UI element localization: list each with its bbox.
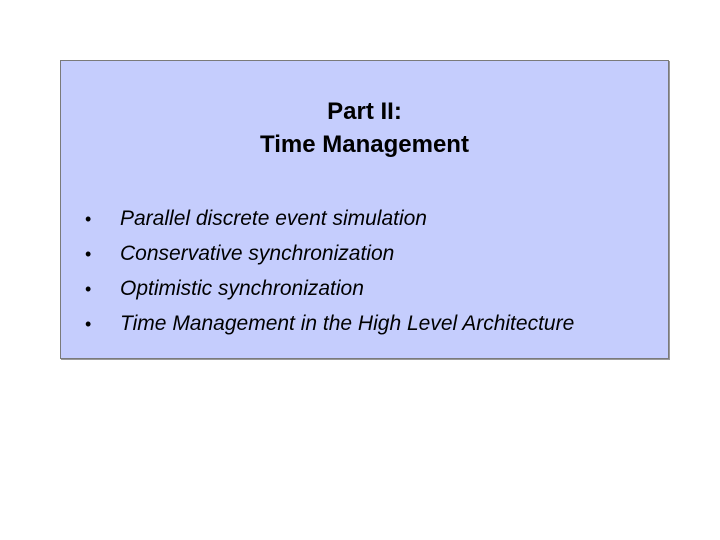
bullet-item — [85, 306, 574, 341]
slide-title — [61, 95, 668, 161]
bullet-item — [85, 236, 574, 271]
bullet-text: Time Management in the High Level Architecture — [120, 312, 575, 335]
bullet-icon: • — [85, 314, 92, 334]
bullet-text: Optimistic synchronization — [120, 277, 364, 300]
bullet-text: Conservative synchronization — [120, 242, 395, 265]
title-box — [60, 60, 669, 359]
title-line-2: Time Management — [260, 131, 469, 158]
bullet-text: Parallel discrete event simulation — [120, 207, 427, 230]
bullet-item — [85, 271, 574, 306]
bullet-item — [85, 201, 574, 236]
title-line-1: Part II: — [327, 98, 402, 125]
bullet-icon: • — [85, 209, 92, 229]
bullet-list — [85, 201, 574, 341]
bullet-icon: • — [85, 279, 92, 299]
bullet-icon: • — [85, 244, 92, 264]
